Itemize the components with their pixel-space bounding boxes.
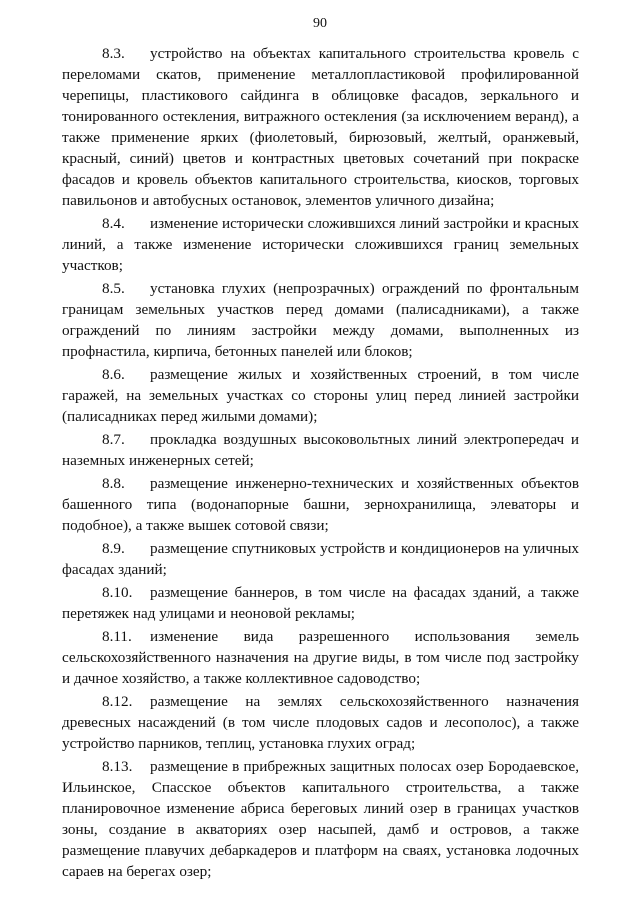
item-text: размещение инженерно-технических и хозяйственных объектов башенного типа (водонапорные башни, зернохранилища, элеваторы и подобное), а также вышек сотовой связи; <box>62 475 579 534</box>
document-body <box>62 43 579 884</box>
list-item <box>62 756 579 882</box>
item-text: размещение спутниковых устройств и кондиционеров на уличных фасадах зданий; <box>62 540 579 578</box>
item-text: размещение на землях сельскохозяйственного назначения древесных насаждений (в том числе плодовых садов и лесополос), а также устройство парников, теплиц, установка глухих оград; <box>62 693 579 752</box>
list-item <box>62 473 579 536</box>
item-text: размещение в прибрежных защитных полосах озер Бородаевское, Ильинское, Спасское объектов капитального строительства, а также планировочное изменение абриса береговых линий озер в границах участков зоны, создание в акваториях озер насыпей, дамб и островов, а также размещение плавучих дебаркадеров и платформ на сваях, установка лодочных сараев на берегах озер; <box>62 758 579 880</box>
list-item <box>62 691 579 754</box>
list-item <box>62 278 579 362</box>
item-number: 8.7. <box>102 431 125 448</box>
list-item <box>62 213 579 276</box>
list-item <box>62 43 579 211</box>
item-number: 8.6. <box>102 366 125 383</box>
item-number: 8.8. <box>102 475 125 492</box>
item-number: 8.5. <box>102 280 125 297</box>
list-item <box>62 582 579 624</box>
item-text: устройство на объектах капитального строительства кровель с переломами скатов, применение металлопластиковой профилированной черепицы, пластикового сайдинга в облицовке фасадов, зеркального и тонированного остекления, витражного остекления (за исключением веранд), а также применение ярких (фиолетовый, бирюзовый, желтый, оранжевый, красный, синий) цветов и контрастных цветовых сочетаний при покраске фасадов и кровель объектов капитального строительства, киосков, торговых павильонов и автобусных остановок, элементов уличного дизайна; <box>62 45 579 209</box>
item-number: 8.12. <box>102 693 133 710</box>
item-text: размещение баннеров, в том числе на фасадах зданий, а также перетяжек над улицами и неоновой рекламы; <box>62 584 579 622</box>
item-number: 8.13. <box>102 758 133 775</box>
page-number: 90 <box>313 16 327 31</box>
item-text: прокладка воздушных высоковольтных линий электропередач и наземных инженерных сетей; <box>62 431 579 469</box>
list-item <box>62 429 579 471</box>
item-text: установка глухих (непрозрачных) ограждений по фронтальным границам земельных участков перед домами (палисадниками), а также ограждений по линиям застройки между домами, выполненных из профнастила, кирпича, бетонных панелей или блоков; <box>62 280 579 360</box>
item-number: 8.3. <box>102 45 125 62</box>
list-item <box>62 626 579 689</box>
list-item <box>62 538 579 580</box>
item-text: изменение исторически сложившихся линий застройки и красных линий, а также изменение исторически сложившихся границ земельных участков; <box>62 215 579 274</box>
item-text: изменение вида разрешенного использования земель сельскохозяйственного назначения на другие виды, в том числе под застройку и дачное хозяйство, а также коллективное садоводство; <box>62 628 579 687</box>
item-number: 8.10. <box>102 584 133 601</box>
item-number: 8.11. <box>102 628 132 645</box>
item-number: 8.4. <box>102 215 125 232</box>
item-text: размещение жилых и хозяйственных строений, в том числе гаражей, на земельных участках со стороны улиц перед линией застройки (палисадниках перед жилыми домами); <box>62 366 579 425</box>
list-item <box>62 364 579 427</box>
item-number: 8.9. <box>102 540 125 557</box>
